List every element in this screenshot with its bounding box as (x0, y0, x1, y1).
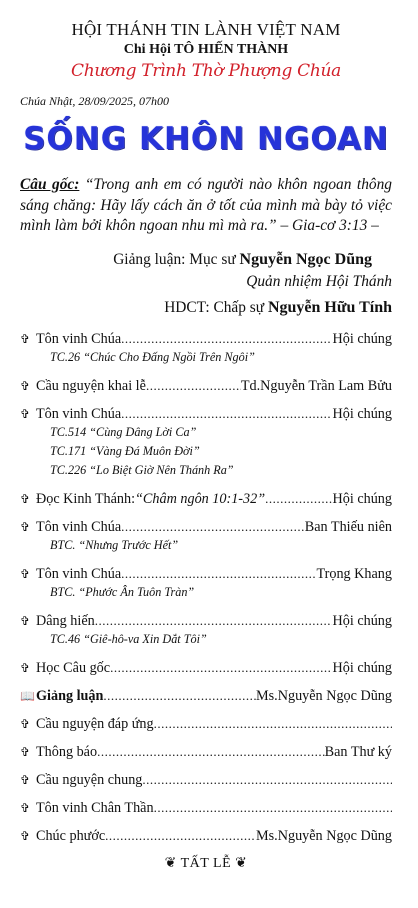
program-performer: Hội chúng (332, 490, 392, 507)
program-item (20, 405, 392, 480)
program-list (20, 330, 392, 845)
program-label: Chúc phước (36, 827, 106, 844)
program-performer: Trọng Khang (316, 565, 392, 582)
cross-icon: ✞ (20, 716, 31, 731)
program-row (20, 715, 392, 733)
program-item (20, 377, 392, 395)
dot-leader (121, 405, 332, 423)
cross-icon: ✞ (20, 566, 31, 581)
dot-leader (121, 565, 316, 583)
dot-leader (146, 377, 241, 395)
program-label: Cầu nguyện đáp ứng (36, 715, 154, 732)
hymn-reference: TC.226 “Lo Biệt Giờ Nên Thánh Ra” (50, 462, 234, 477)
hymn-reference: TC.171 “Vàng Đá Muôn Đời” (50, 443, 200, 458)
program-row (20, 743, 392, 761)
cross-icon: ✞ (20, 378, 31, 393)
program-label: Dâng hiến (36, 612, 95, 629)
program-performer: Hội chúng (332, 330, 392, 347)
preacher-name: Nguyễn Ngọc Dũng (239, 250, 372, 268)
program-item (20, 518, 392, 555)
preacher-role: Giảng luận: Mục sư (113, 250, 236, 268)
program-label: Tôn vinh Chúa (36, 330, 122, 347)
program-performer: Ban Thiếu niên (304, 518, 392, 535)
program-item (20, 490, 392, 508)
dot-leader (105, 827, 256, 845)
program-row (20, 687, 392, 705)
dot-leader (95, 612, 333, 630)
program-item (20, 330, 392, 367)
cross-icon: ✞ (20, 613, 31, 628)
host-role: HDCT: Chấp sự (164, 298, 265, 316)
dot-leader (154, 715, 392, 733)
program-label: Tôn vinh Chúa (36, 565, 122, 582)
closing-line (20, 855, 392, 872)
program-label: Tôn vinh Chân Thần (36, 799, 154, 816)
bulletin-page (0, 20, 418, 908)
program-label: Cầu nguyện chung (36, 771, 143, 788)
hymn-reference: TC.514 “Cùng Dâng Lời Ca” (50, 424, 197, 439)
program-label: Giảng luận (36, 687, 104, 704)
preacher-line (20, 249, 392, 271)
program-performer: Ms.Nguyễn Ngọc Dũng (256, 687, 392, 704)
dot-leader (110, 659, 332, 677)
program-label-reference: “Châm ngôn 10:1-32” (135, 490, 266, 507)
hymn-reference: TC.26 “Chúc Cho Đấng Ngồi Trên Ngôi” (50, 349, 255, 364)
church-name: HỘI THÁNH TIN LÀNH VIỆT NAM (71, 20, 341, 39)
program-row (20, 518, 392, 536)
program-row (20, 565, 392, 583)
dot-leader (142, 771, 392, 789)
program-performer: Hội chúng (332, 659, 392, 676)
program-label: Thông báo (36, 743, 98, 760)
program-row (20, 827, 392, 845)
cross-icon: ✞ (20, 828, 31, 843)
program-performer: Hội chúng (332, 405, 392, 422)
closing-text: TẤT LỄ (180, 855, 232, 871)
program-item (20, 565, 392, 602)
program-label: Tôn vinh Chúa (36, 405, 122, 422)
key-verse-label: Câu gốc: (20, 176, 80, 193)
program-item (20, 799, 392, 817)
hymn-reference: BTC. “Phước Ân Tuôn Tràn” (50, 584, 195, 599)
hymn-reference: TC.46 “Giê-hô-va Xin Dắt Tôi” (50, 631, 207, 646)
program-item (20, 771, 392, 789)
program-row (20, 612, 392, 630)
cross-icon: ✞ (20, 331, 31, 346)
dot-leader (97, 743, 325, 761)
program-row (20, 490, 392, 508)
program-item (20, 612, 392, 649)
dot-leader (121, 518, 305, 536)
key-verse (20, 175, 392, 237)
cross-icon: ✞ (20, 772, 31, 787)
cross-icon: ✞ (20, 406, 31, 421)
branch-name: Chi Hội TÔ HIẾN THÀNH (123, 42, 289, 57)
cross-icon: ✞ (20, 491, 31, 506)
cross-icon: ✞ (20, 519, 31, 534)
key-verse-reference: – Gia-cơ 3:13 – (280, 217, 379, 234)
cross-icon: ✞ (20, 660, 31, 675)
dot-leader (154, 799, 392, 817)
program-performer: Ms.Nguyễn Ngọc Dũng (256, 827, 392, 844)
host-name: Nguyễn Hữu Tính (267, 298, 392, 316)
key-verse-text: “Trong anh em có người nào khôn ngoan thông sáng chăng: Hãy lấy cách ăn ở tốt của mình mà bày tỏ việc mình làm bởi khôn ngoan nhu mì mà ra.” (20, 176, 392, 234)
program-row (20, 659, 392, 677)
program-item (20, 715, 392, 733)
host-line (20, 297, 392, 319)
dot-leader (121, 330, 332, 348)
preacher-title: Quản nhiệm Hội Thánh (246, 272, 392, 290)
program-item (20, 827, 392, 845)
service-date: Chúa Nhật, 28/09/2025, 07h00 (20, 94, 170, 108)
program-item (20, 659, 392, 677)
hymn-reference: BTC. “Nhưng Trước Hết” (50, 537, 179, 552)
program-item (20, 687, 392, 705)
dot-leader (265, 490, 332, 508)
program-row (20, 771, 392, 789)
program-row (20, 405, 392, 423)
program-performer: Td.Nguyễn Trần Lam Bửu (240, 377, 392, 394)
sermon-title: SỐNG KHÔN NGOAN (23, 121, 389, 157)
program-label: Đọc Kinh Thánh: (36, 490, 136, 507)
program-label: Tôn vinh Chúa (36, 518, 122, 535)
program-item (20, 743, 392, 761)
program-performer: Hội chúng (332, 612, 392, 629)
cross-icon: ✞ (20, 800, 31, 815)
dot-leader (103, 687, 256, 705)
open-book-icon: 📖 (20, 688, 35, 703)
program-row (20, 799, 392, 817)
flourish-right-icon: ❦ (235, 855, 248, 871)
program-label: Học Câu gốc (36, 659, 111, 676)
program-row (20, 377, 392, 395)
flourish-left-icon: ❦ (164, 855, 177, 871)
program-performer: Ban Thư ký (324, 743, 392, 760)
program-heading: Chương Trình Thờ Phượng Chúa (71, 61, 341, 81)
program-label: Cầu nguyện khai lễ (36, 377, 146, 394)
program-row (20, 330, 392, 348)
cross-icon: ✞ (20, 744, 31, 759)
